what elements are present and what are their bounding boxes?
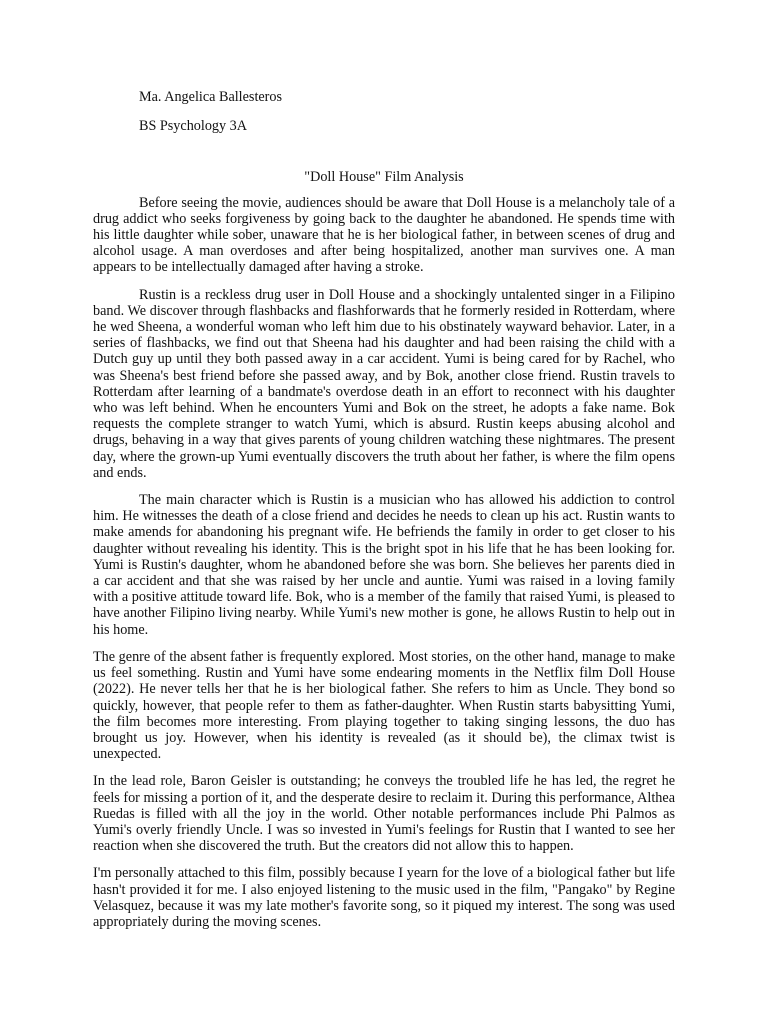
paragraph-plot: Rustin is a reckless drug user in Doll House and a shockingly untalented singer in a Filipino band. We discover through flashbacks and flashforwards that he formerly resided in Rotterdam, where he wed Sheena, a wonderful woman who left him due to his obstinately wayward behavior. Later, in a series of flashbacks, we find out that Sheena had his daughter and had been raising the child with a Dutch guy up until they both passed away in a car accident. Yumi is being cared for by Rachel, who was Sheena's best friend before she passed away, and by Bok, another close friend. Rustin travels to Rotterdam after learning of a bandmate's overdose death in an effort to reconnect with his daughter who was left behind. When he encounters Yumi and Bok on the street, he adopts a fake name. Bok requests the complete stranger to watch Yumi, which is absurd. Rustin keeps abusing alcohol and drugs, behaving in a way that gives parents of young children watching these nightmares. The present day, where the grown-up Yumi eventually discovers the truth about her father, is where the film opens and ends. bbox=[93, 286, 675, 481]
paragraph-intro: Before seeing the movie, audiences should be aware that Doll House is a melancholy tale of a drug addict who seeks forgiveness by going back to the daughter he abandoned. He spends time with his little daughter while sober, unaware that he is her biological father, in between scenes of drug and alcohol usage. A man overdoses and after being hospitalized, another man survives one. A man appears to be intellectually damaged after having a stroke. bbox=[93, 194, 675, 276]
author-name: Ma. Angelica Ballesteros bbox=[139, 89, 283, 105]
document-body bbox=[93, 89, 675, 930]
paragraph-personal: I'm personally attached to this film, possibly because I yearn for the love of a biological father but life hasn't provided it for me. I also enjoyed listening to the music used in the film, "Pangako" by Regine Velasquez, because it was my late mother's favorite song, so it piqued my interest. The song was used appropriately during the moving scenes. bbox=[93, 865, 675, 930]
paragraph-genre: The genre of the absent father is frequently explored. Most stories, on the other hand, manage to make us feel something. Rustin and Yumi have some endearing moments in the Netflix film Doll House (2022). He never tells her that he is her biological father. She refers to him as Uncle. They bond so quickly, however, that people refer to them as father-daughter. When Rustin starts babysitting Yumi, the film becomes more interesting. From playing together to taking singing lessons, the duo has brought us joy. However, when his identity is revealed (as it should be), the climax twist is unexpected. bbox=[93, 648, 675, 763]
paragraph-characters: The main character which is Rustin is a musician who has allowed his addiction to control him. He witnesses the death of a close friend and decides he needs to clean up his act. Rustin wants to make amends for abandoning his pregnant wife. He befriends the family in order to get closer to his daughter without revealing his identity. This is the bright spot in his life that he has been looking for. Yumi is Rustin's daughter, whom he abandoned before she was born. She believes her parents died in a car accident and that she was raised by her uncle and auntie. Yumi was raised in a loving family with a positive attitude toward life. Bok, who is a member of the family that raised Yumi, is pleased to have another Filipino living nearby. While Yumi's new mother is gone, he allows Rustin to help out in his home. bbox=[93, 492, 675, 638]
course-section: BS Psychology 3A bbox=[139, 118, 247, 135]
document-title: "Doll House" Film Analysis bbox=[304, 169, 464, 186]
paragraph-performances: In the lead role, Baron Geisler is outstanding; he conveys the troubled life he has led, the regret he feels for missing a portion of it, and the desperate desire to reclaim it. During this performance, Althea Ruedas is filled with all the joy in the world. Other notable performances include Phi Palmos as Yumi's overly friendly Uncle. I was so invested in Yumi's feelings for Rustin that I wanted to see her reaction when she discovered the truth. But the creators did not allow this to happen. bbox=[93, 773, 675, 855]
